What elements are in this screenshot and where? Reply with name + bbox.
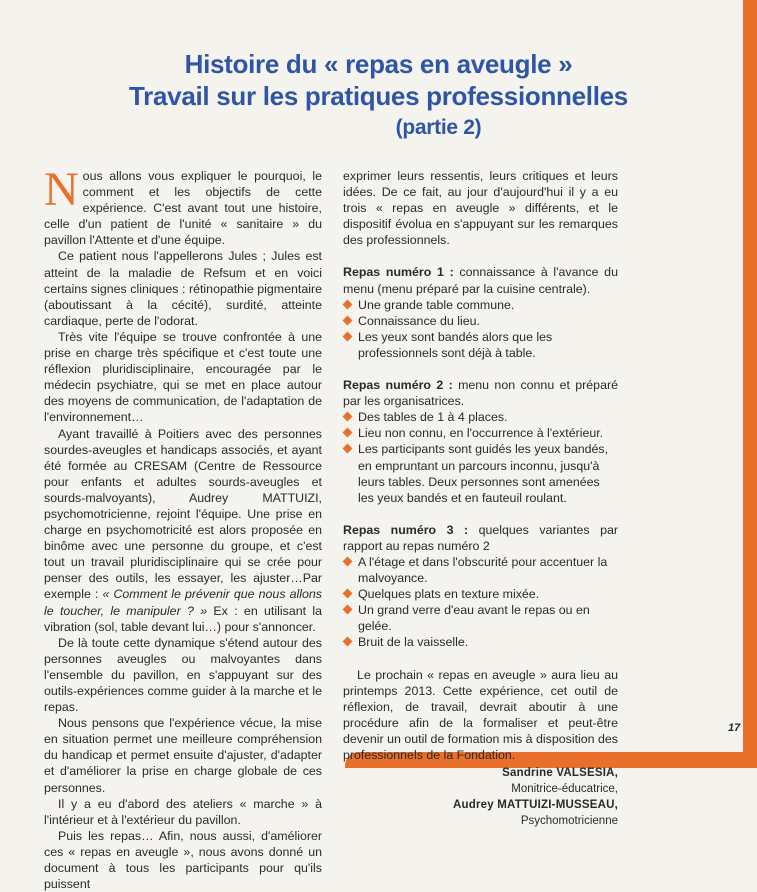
diamond-bullet-icon bbox=[343, 589, 353, 599]
list-item-text: Une grande table commune. bbox=[358, 297, 515, 312]
left-column bbox=[44, 163, 322, 892]
repas-3-list bbox=[343, 554, 618, 651]
paragraph-2: Ce patient nous l'appellerons Jules ; Jules est atteint de la maladie de Refsum et en voici certains signes cliniques : rétinopathie pigmentaire (aboutissant à la cécité), surdité, atteinte cardiaque, perte de l'odorat. bbox=[44, 249, 322, 328]
diamond-bullet-icon bbox=[343, 605, 353, 615]
list-item-text: Bruit de la vaisselle. bbox=[358, 635, 469, 650]
author-2-name: Audrey MATTUIZI-MUSSEAU, bbox=[453, 799, 618, 812]
list-item-text: Les participants sont guidés les yeux bandés, en empruntant un parcours inconnu, jusqu'à leurs tables. Deux personnes sont amenées les yeux bandés et en fauteuil roulant. bbox=[358, 442, 609, 505]
list-item-text: Connaissance du lieu. bbox=[358, 313, 480, 328]
title-line-1: Histoire du « repas en aveugle » bbox=[184, 49, 573, 79]
paragraph-5: De là toute cette dynamique s'étend autour des personnes aveugles ou malvoyantes dans l'ensemble du pavillon, en s'appuyant sur des outils-expériences comme guider à la marche et le repas. bbox=[44, 635, 322, 715]
repas-1-description bbox=[343, 264, 618, 296]
paragraph-1-text: ous allons vous expliquer le pourquoi, le comment et les objectifs de cette expérience. C'est avant tout une histoire, celle d'un patient de l'unité « sanitaire » du pavillon l'Attente et d'une équipe. bbox=[44, 169, 322, 248]
author-1-name: Sandrine VALSESIA, bbox=[502, 767, 618, 780]
repas-1-text: connaissance à l'avance du menu (menu préparé par la cuisine centrale). bbox=[343, 265, 618, 296]
list-item bbox=[343, 554, 618, 586]
repas-2-description bbox=[343, 377, 618, 409]
list-item-text: Les yeux sont bandés alors que les professionnels sont déjà à table. bbox=[358, 329, 553, 360]
author-2-role: Psychomotricienne bbox=[520, 815, 618, 828]
diamond-bullet-icon bbox=[343, 637, 353, 647]
paragraph-4-text: Ayant travaillé à Poitiers avec des personnes sourdes-aveugles et handicaps associés, et ayant été formée au CRESAM (Centre de Ressource pour enfants et adultes sourds-aveugles et sourds-malvoyants), Audrey MATTUIZI, psychomotricienne, rejoint l'équipe. Une prise en charge en psychomotricité est alors proposée en binôme avec une personne du groupe, et c'est tout un travail pluridisciplinaire qui se crée pour penser des outils, les essayer, les ajuster…Par exemple : bbox=[44, 426, 322, 602]
diamond-bullet-icon bbox=[343, 412, 353, 422]
paragraph-4-quote: « Comment le prévenir que nous allons le toucher, le manipuler ? » bbox=[44, 587, 322, 618]
list-item bbox=[343, 409, 618, 425]
paragraph-8: Puis les repas… Afin, nous aussi, d'améliorer ces « repas en aveugle », nous avons donné un document à tous les participants pour qu'ils puissent bbox=[44, 828, 322, 892]
diamond-bullet-icon bbox=[343, 557, 353, 567]
paragraph-4 bbox=[44, 426, 322, 635]
article-title bbox=[0, 48, 757, 142]
list-item-text: Un grand verre d'eau avant le repas ou en gelée. bbox=[358, 603, 590, 634]
repas-2-text: menu non connu et préparé par les organisatrices. bbox=[343, 378, 618, 409]
list-item bbox=[343, 297, 618, 313]
diamond-bullet-icon bbox=[343, 331, 353, 341]
list-item bbox=[343, 634, 618, 650]
repas-2-heading: Repas numéro 2 : bbox=[343, 378, 453, 393]
diamond-bullet-icon bbox=[343, 299, 353, 309]
title-line-3: (partie 2) bbox=[395, 116, 482, 139]
list-item bbox=[343, 425, 618, 441]
list-item bbox=[343, 586, 618, 602]
diamond-bullet-icon bbox=[343, 444, 353, 454]
conclusion: Le prochain « repas en aveugle » aura lieu au printemps 2013. Cette expérience, cet outil de réflexion, de travail, devrait aboutir à une procédure afin de la formaliser et peut-être devenir un outil de formation mis à disposition des professionnels de la Fondation. bbox=[343, 667, 618, 762]
author-1-role: Monitrice-éducatrice, bbox=[511, 783, 618, 796]
list-item bbox=[343, 329, 618, 361]
paragraph-6: Nous pensons que l'expérience vécue, la mise en situation permet une meilleure compréhension du handicap et permet ensuite d'ajuster, d'adapter et d'améliorer la prise en charge globale de ces personnes. bbox=[44, 716, 322, 795]
repas-3-description bbox=[343, 522, 618, 554]
list-item-text: Quelques plats en texture mixée. bbox=[358, 587, 540, 602]
repas-1-list bbox=[343, 297, 618, 361]
list-item bbox=[343, 441, 618, 505]
repas-1-heading: Repas numéro 1 : bbox=[343, 265, 454, 280]
page-number: 17 bbox=[728, 722, 741, 734]
paragraph-3: Très vite l'équipe se trouve confrontée à une prise en charge très spécifique et c'est toute une réflexion pluridisciplinaire, encouragée par le médecin psychiatre, qui se met en place autour des moyens de communication, de l'adaptation de l'environnement… bbox=[44, 329, 322, 425]
list-item bbox=[343, 602, 618, 634]
paragraph-7: Il y a eu d'abord des ateliers « marche » à l'intérieur et à l'extérieur du pavillon. bbox=[44, 796, 322, 827]
title-line-2: Travail sur les pratiques professionnelles bbox=[129, 81, 628, 111]
paragraph-4-end: Ex : en utilisant la vibration (sol, table devant lui…) pour s'annoncer. bbox=[44, 603, 322, 634]
repas-3-heading: Repas numéro 3 : bbox=[343, 522, 469, 537]
repas-2-list bbox=[343, 409, 618, 506]
list-item-text: Des tables de 1 à 4 places. bbox=[358, 410, 508, 425]
signature-block bbox=[343, 765, 618, 829]
list-item-text: A l'étage et dans l'obscurité pour accentuer la malvoyance. bbox=[358, 554, 608, 586]
list-item bbox=[343, 313, 618, 329]
list-item-text: Lieu non connu, en l'occurrence à l'extérieur. bbox=[358, 426, 604, 441]
right-intro: exprimer leurs ressentis, leurs critiques et leurs idées. De ce fait, au jour d'aujourd'hui il y a eu trois « repas en aveugle » différents, et le dispositif évolua en s'appuyant sur les remarques des professionnels. bbox=[343, 169, 618, 248]
paragraph-intro bbox=[44, 163, 322, 248]
diamond-bullet-icon bbox=[343, 315, 353, 325]
diamond-bullet-icon bbox=[343, 428, 353, 438]
repas-3-text: quelques variantes par rapport au repas numéro 2 bbox=[343, 522, 618, 553]
drop-cap: N bbox=[44, 163, 79, 216]
right-column bbox=[343, 168, 618, 829]
